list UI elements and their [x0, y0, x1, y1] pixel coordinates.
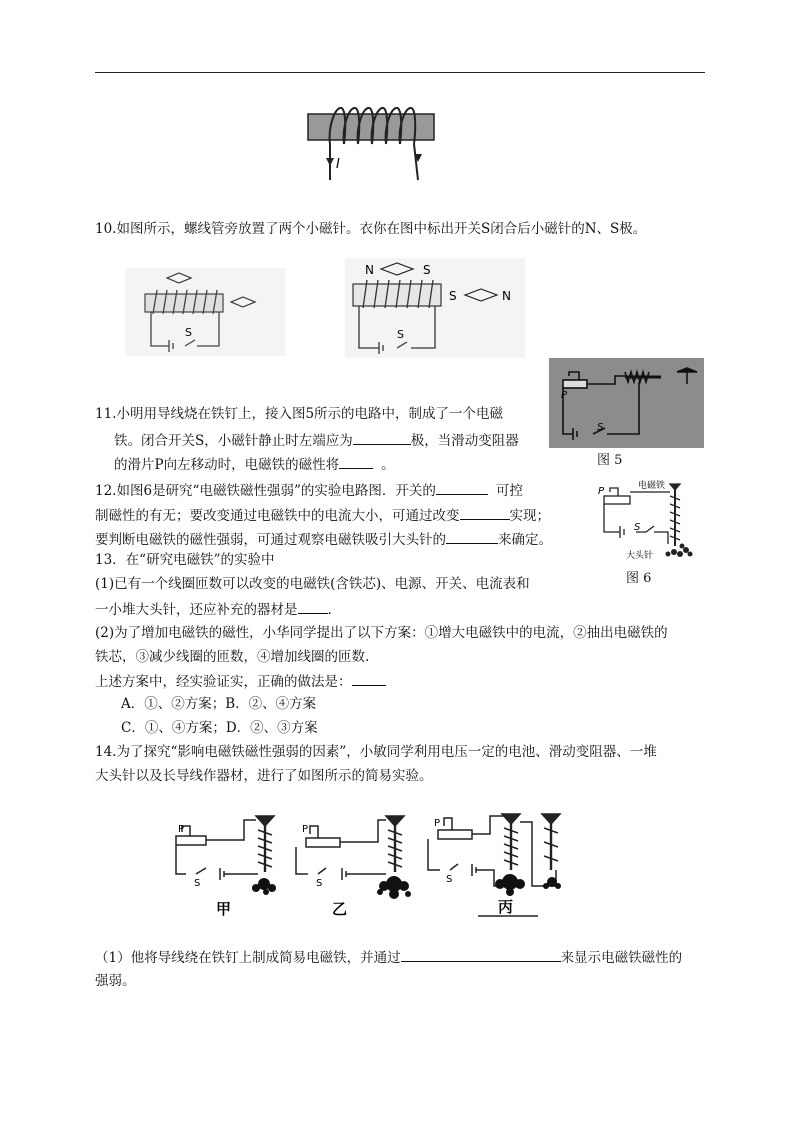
q13-p1b-line: [95, 599, 332, 620]
q13-blank-equipment[interactable]: [298, 599, 328, 614]
q10-figure-right: [345, 258, 525, 358]
current-label: I: [336, 157, 340, 172]
q10-side-n: N: [502, 289, 511, 303]
q12-blank-current[interactable]: [460, 505, 510, 520]
q12-line3-b: 来确定。: [498, 532, 552, 548]
q13-blank-answer[interactable]: [352, 671, 386, 686]
q14-label-jia: 甲: [216, 900, 232, 918]
q10-left-switch-label: S: [185, 326, 192, 339]
fig6-electromagnet-label: 电磁铁: [638, 481, 666, 491]
fig5-s-label: S: [597, 422, 604, 433]
q12-line1-a: 12.如图6是研究“电磁铁磁性强弱”的实验电路图．开关的: [95, 483, 436, 499]
solenoid-figure: [300, 98, 440, 188]
q12-line1-b: 可控: [495, 483, 523, 499]
q14-line2: 大头针以及长导线作器材，进行了如图所示的简易实验。: [95, 768, 433, 784]
q14-bing-s: S: [446, 874, 453, 885]
q14-figure: [160, 812, 580, 930]
q14-label-bing: 丙: [498, 898, 514, 916]
q12-line2: [95, 505, 550, 526]
q14-sub1-line: [95, 947, 682, 968]
fig6-p-label: P: [598, 486, 605, 497]
q13-p3-line: [95, 671, 386, 692]
q11-blank-pole[interactable]: [353, 430, 411, 445]
q11-blank-magnetism[interactable]: [339, 454, 373, 469]
q14-sub1b: 来显示电磁铁磁性的: [560, 950, 683, 966]
q13-p1b: 一小堆大头针，还应补充的器材是: [95, 602, 298, 618]
q14-yi-s: S: [316, 878, 323, 889]
q13-p3: 上述方案中，经实验证实，正确的做法是：: [95, 674, 352, 690]
q14-sub1c: 强弱。: [95, 973, 136, 989]
fig5-p-label: P: [561, 390, 568, 401]
q11-line3-b: 。: [381, 457, 395, 473]
q12-line3-a: 要判断电磁铁的磁性强弱，可通过观察电磁铁吸引大头针的: [95, 532, 446, 548]
q13-options-ab: A．①、②方案；B．②、④方案: [121, 696, 317, 712]
q12-line1: [95, 480, 523, 501]
q12-blank-pins[interactable]: [446, 529, 498, 544]
q10-top-s: S: [423, 263, 431, 277]
q13-p2b: 铁芯，③减少线圈的匝数，④增加线圈的匝数.: [95, 649, 370, 665]
q11-line2-b: 极，当滑动变阻器: [410, 433, 519, 449]
q11-line3-a: 的滑片P向左移动时，电磁铁的磁性将: [114, 457, 340, 473]
figure-5-caption: 图 5: [597, 453, 623, 468]
q11-line2: [114, 430, 519, 451]
fig6-pins-label: 大头针: [626, 551, 654, 561]
figure-6: [588, 474, 708, 564]
figure-6-caption: 图 6: [626, 571, 652, 586]
q14-jia-p: P: [178, 824, 185, 835]
q10-text: 10.如图所示，螺线管旁放置了两个小磁针。衣你在图中标出开关S闭合后小磁针的N、S极。: [95, 221, 647, 237]
q11-line1: 11.小明用导线烧在铁钉上，接入图5所示的电路中，制成了一个电磁: [95, 406, 504, 422]
header-rule: [95, 72, 705, 73]
fig6-s-label: S: [634, 522, 641, 533]
q13-p1a: (1)已有一个线圈匝数可以改变的电磁铁(含铁芯)、电源、开关、电流表和: [95, 576, 530, 592]
q12-blank-switch[interactable]: [436, 480, 488, 495]
q10-top-n: N: [365, 263, 374, 277]
q10-right-switch-label: S: [397, 328, 404, 341]
q13-p2a: (2)为了增加电磁铁的磁性，小华同学提出了以下方案：①增大电磁铁中的电流，②抽出电磁铁的: [95, 625, 668, 641]
q14-sub1a: （1）他将导线绕在铁钉上制成简易电磁铁，并通过: [95, 950, 401, 966]
q13-p1c: .: [327, 602, 332, 618]
q14-blank-display[interactable]: [401, 947, 561, 962]
q14-jia-s: S: [194, 878, 201, 889]
q14-label-yi: 乙: [332, 900, 348, 918]
q10-figure-left: [125, 268, 285, 356]
q12-line2-b: 实现；: [509, 508, 550, 524]
figure-5: [549, 358, 704, 448]
q12-line2-a: 制磁性的有无；要改变通过电磁铁中的电流大小，可通过改变: [95, 508, 460, 524]
q13-options-cd: C．①、④方案；D．②、③方案: [121, 720, 318, 736]
q14-bing-p: P: [434, 818, 441, 829]
q14-line1: 14.为了探究“影响电磁铁磁性强弱的因素”，小敏同学利用电压一定的电池、滑动变阻器、一堆: [95, 744, 657, 760]
q11-line2-a: 铁。闭合开关S，小磁针静止时左端应为: [114, 433, 353, 449]
q14-yi-p: P: [302, 824, 309, 835]
q12-line3: [95, 529, 552, 550]
q10-side-s: S: [449, 289, 457, 303]
q11-line3: [114, 454, 395, 475]
q13-title: 13．在“研究电磁铁”的实验中: [95, 552, 275, 568]
